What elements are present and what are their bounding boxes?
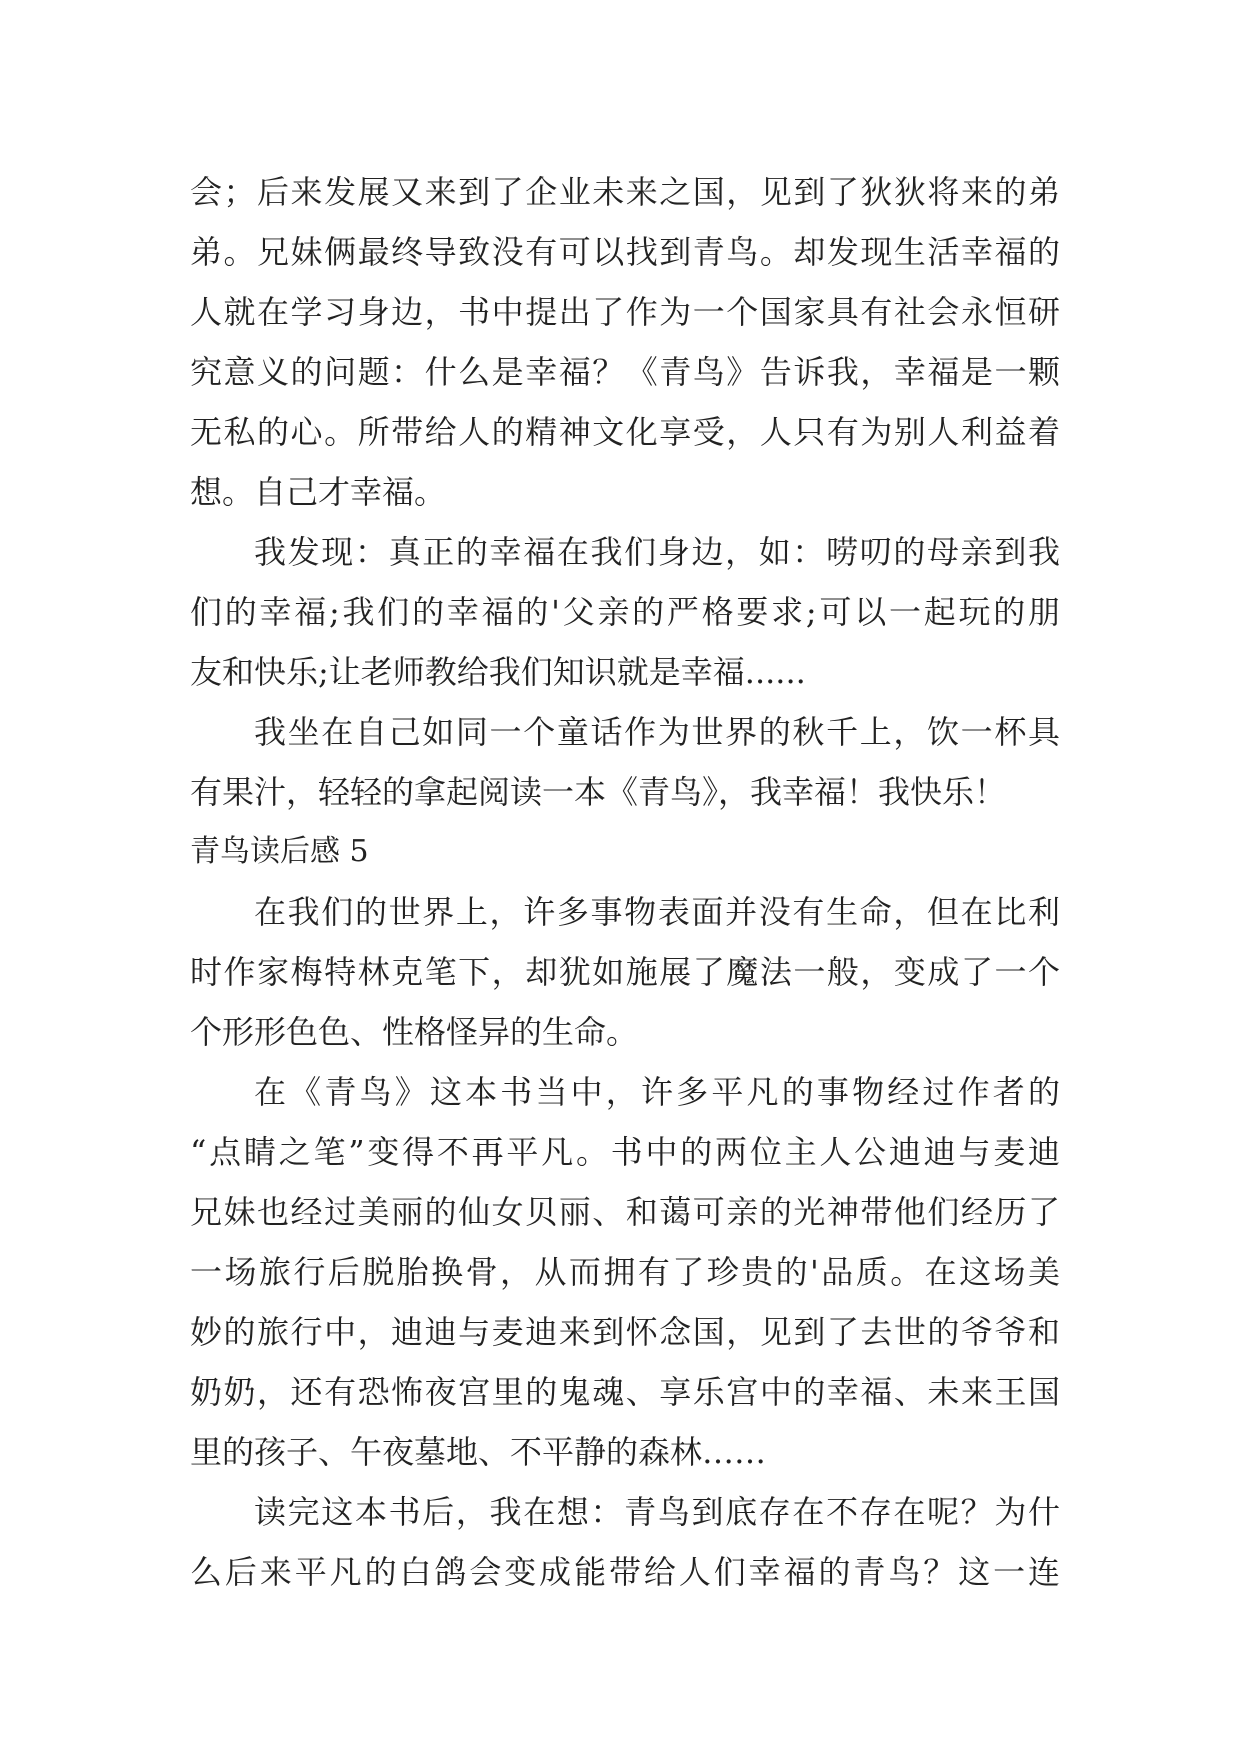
paragraph-first-line: 我坐在自己如同一个童话作为世界的秋千上，饮一杯具 <box>254 713 1060 751</box>
paragraph-first-line: 在《青鸟》这本书当中，许多平凡的事物经过作者的 <box>254 1073 1060 1111</box>
text-line: 奶奶，还有恐怖夜宫里的鬼魂、享乐宫中的幸福、未来王国 <box>190 1373 1060 1411</box>
text-line: 有果汁，轻轻的拿起阅读一本《青鸟》，我幸福！我快乐！ <box>190 773 1007 811</box>
text-line: 一场旅行后脱胎换骨，从而拥有了珍贵的'品质。在这场美 <box>190 1253 1060 1291</box>
paragraph-first-line: 在我们的世界上，许多事物表面并没有生命，但在比利 <box>254 893 1060 931</box>
paragraph-first-line: 我发现：真正的幸福在我们身边，如：唠叨的母亲到我 <box>254 533 1060 571</box>
paragraph-first-line: 读完这本书后，我在想：青鸟到底存在不存在呢？为什 <box>254 1493 1060 1531</box>
text-line: 妙的旅行中，迪迪与麦迪来到怀念国，见到了去世的爷爷和 <box>190 1313 1060 1351</box>
section-heading: 青鸟读后感 5 <box>190 834 369 869</box>
text-line: 无私的心。所带给人的精神文化享受，人只有为别人利益着 <box>190 413 1060 451</box>
text-line: 弟。兄妹俩最终导致没有可以找到青鸟。却发现生活幸福的 <box>190 233 1060 271</box>
text-line: 究意义的问题：什么是幸福？《青鸟》告诉我，幸福是一颗 <box>190 353 1060 391</box>
text-line: “点睛之笔”变得不再平凡。书中的两位主人公迪迪与麦迪 <box>190 1133 1060 1171</box>
text-line: 时作家梅特林克笔下，却犹如施展了魔法一般，变成了一个 <box>190 953 1060 991</box>
text-line: 友和快乐;让老师教给我们知识就是幸福...... <box>190 653 806 691</box>
text-line: 个形形色色、性格怪异的生命。 <box>190 1013 639 1051</box>
text-line: 兄妹也经过美丽的仙女贝丽、和蔼可亲的光神带他们经历了 <box>190 1193 1060 1231</box>
text-line: 想。自己才幸福。 <box>190 473 447 511</box>
text-line: 人就在学习身边，书中提出了作为一个国家具有社会永恒研 <box>190 293 1060 331</box>
text-line: 会；后来发展又来到了企业未来之国，见到了狄狄将来的弟 <box>190 173 1060 211</box>
document-page <box>190 162 1060 1602</box>
text-line: 们的幸福;我们的幸福的'父亲的严格要求;可以一起玩的朋 <box>190 593 1060 631</box>
text-line: 里的孩子、午夜墓地、不平静的森林…… <box>190 1433 767 1471</box>
text-line: 么后来平凡的白鸽会变成能带给人们幸福的青鸟？这一连 <box>190 1553 1060 1591</box>
